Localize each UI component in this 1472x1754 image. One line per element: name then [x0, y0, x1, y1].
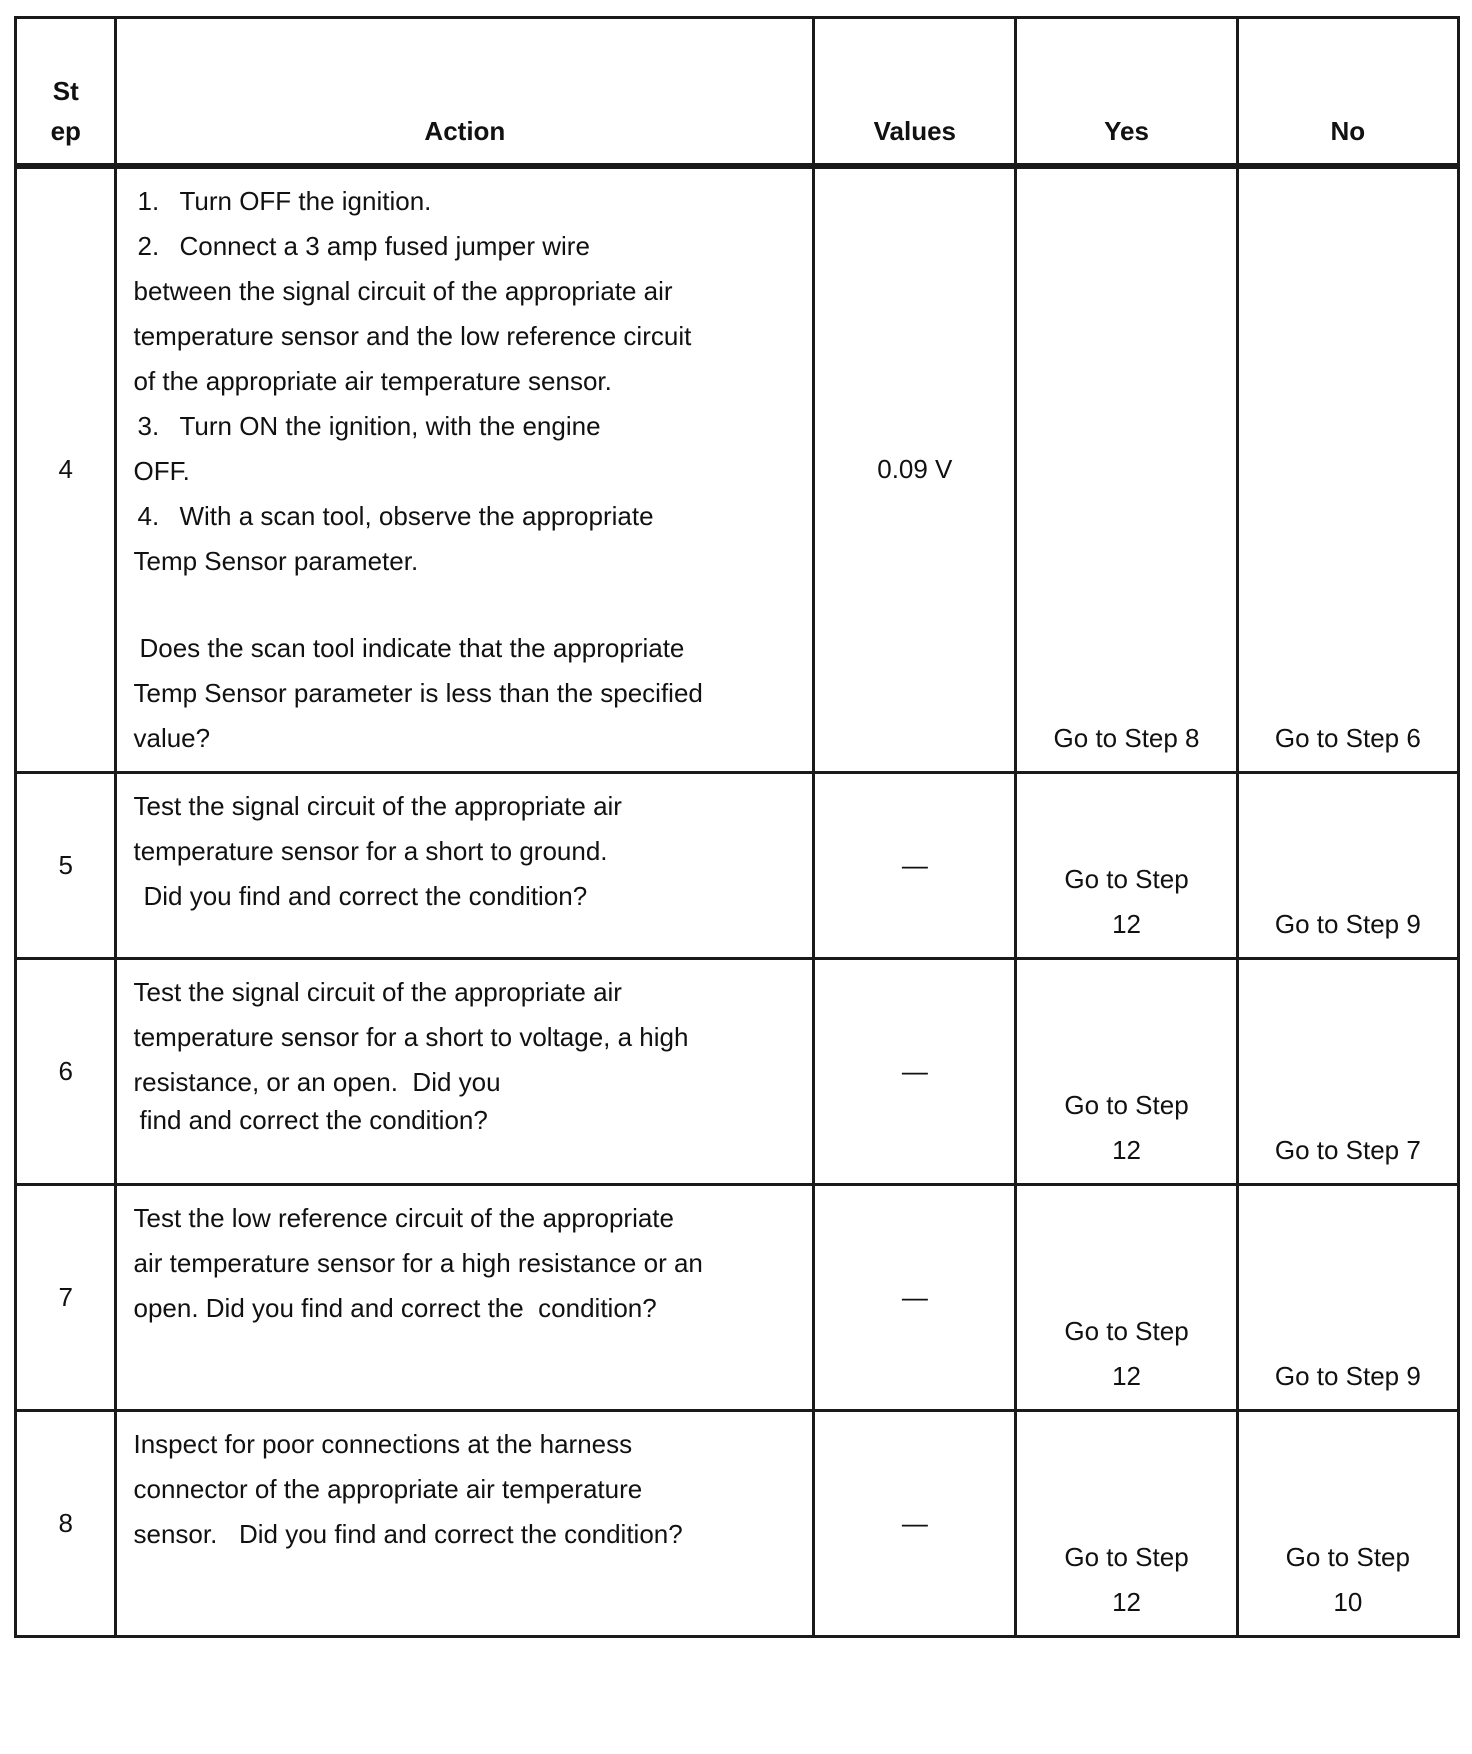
action-line: Temp Sensor parameter.: [133, 545, 419, 576]
action-question: open. Did you find and correct the condition?: [133, 1292, 657, 1323]
action-line: OFF.: [133, 455, 190, 486]
step-number: 8: [16, 1410, 116, 1636]
action-line: Inspect for poor connections at the harness: [133, 1428, 633, 1459]
action-line: air temperature sensor for a high resistance or an: [133, 1247, 703, 1278]
header-values: Values: [814, 18, 1016, 166]
diagnostic-table: [14, 16, 1460, 1638]
action-question: sensor. Did you find and correct the condition?: [133, 1518, 683, 1549]
action-cell: [116, 772, 814, 958]
no-cell: Go to Step 6: [1237, 166, 1458, 773]
step-number: 6: [16, 958, 116, 1184]
action-line: connector of the appropriate air temperature: [133, 1473, 643, 1504]
value-cell: —: [814, 772, 1016, 958]
header-step: St ep: [16, 18, 116, 166]
list-number: 2.: [137, 230, 160, 261]
table-row-step-4: [16, 166, 1459, 773]
no-cell: Go to Step 9: [1237, 1184, 1458, 1410]
action-question: value?: [133, 722, 211, 753]
table-row-step-5: [16, 772, 1459, 958]
action-question: Does the scan tool indicate that the appropriate: [139, 632, 685, 663]
action-cell: [116, 958, 814, 1184]
value-cell: 0.09 V: [814, 166, 1016, 773]
list-number: 4.: [137, 500, 160, 531]
header-yes: Yes: [1016, 18, 1237, 166]
action-line: temperature sensor and the low reference circuit: [133, 320, 692, 351]
action-line: Test the signal circuit of the appropriate air: [133, 976, 622, 1007]
action-line: 1. Turn OFF the ignition.: [133, 179, 772, 224]
action-line: 4. With a scan tool, observe the appropriate: [133, 494, 772, 539]
action-line: resistance, or an open. Did you: [133, 1066, 501, 1097]
table-row-step-7: [16, 1184, 1459, 1410]
action-line: of the appropriate air temperature sensor.: [133, 365, 612, 396]
action-line: between the signal circuit of the appropriate air: [133, 275, 673, 306]
step-number: 7: [16, 1184, 116, 1410]
yes-cell: Go to Step 8: [1016, 166, 1237, 773]
yes-cell: Go to Step 12: [1016, 958, 1237, 1184]
action-question: find and correct the condition?: [139, 1104, 488, 1135]
step-number: 4: [16, 166, 116, 773]
action-line: 2. Connect a 3 amp fused jumper wire: [133, 224, 772, 269]
no-cell: Go to Step 10: [1237, 1410, 1458, 1636]
yes-cell: Go to Step 12: [1016, 1184, 1237, 1410]
header-no: No: [1237, 18, 1458, 166]
action-cell: [116, 1184, 814, 1410]
action-question: Did you find and correct the condition?: [143, 880, 588, 911]
action-line: Test the low reference circuit of the appropriate: [133, 1202, 674, 1233]
value-cell: —: [814, 1410, 1016, 1636]
value-cell: —: [814, 958, 1016, 1184]
yes-cell: Go to Step 12: [1016, 1410, 1237, 1636]
yes-cell: Go to Step 12: [1016, 772, 1237, 958]
action-line: temperature sensor for a short to ground.: [133, 835, 608, 866]
header-action: Action: [116, 18, 814, 166]
action-line: temperature sensor for a short to voltage, a high: [133, 1021, 689, 1052]
value-cell: —: [814, 1184, 1016, 1410]
table-row-step-6: [16, 958, 1459, 1184]
action-line: Test the signal circuit of the appropriate air: [133, 790, 622, 821]
action-cell: [116, 1410, 814, 1636]
no-cell: Go to Step 7: [1237, 958, 1458, 1184]
list-number: 3.: [137, 410, 160, 441]
header-row: [16, 18, 1459, 166]
no-cell: Go to Step 9: [1237, 772, 1458, 958]
action-cell: [116, 166, 814, 773]
step-number: 5: [16, 772, 116, 958]
action-line: 3. Turn ON the ignition, with the engine: [133, 404, 772, 449]
action-question: Temp Sensor parameter is less than the specified: [133, 677, 703, 708]
list-number: 1.: [137, 185, 160, 216]
table-row-step-8: [16, 1410, 1459, 1636]
